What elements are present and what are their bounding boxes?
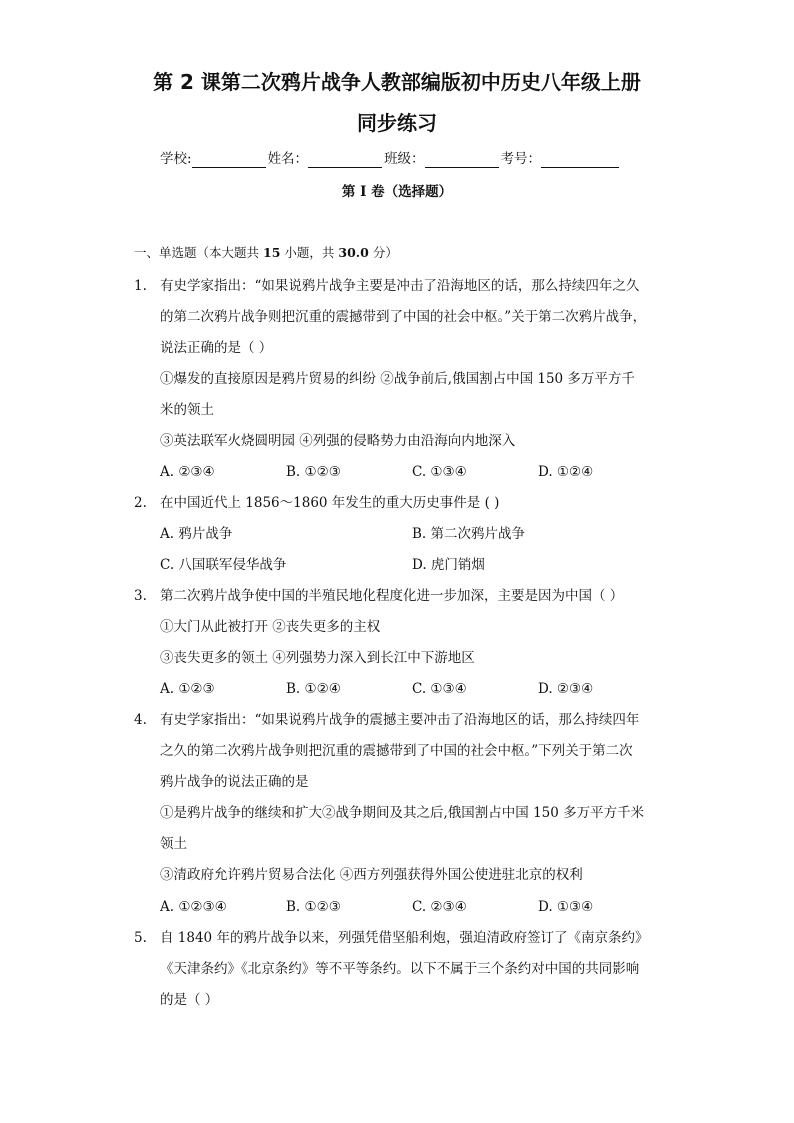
question-4-option-c[interactable]: C. ②③④ (412, 899, 467, 915)
question-1-number: 1. (134, 278, 147, 294)
section-heading (134, 244, 398, 262)
question-1-line: 的第二次鸦片战争则把沉重的震撼带到了中国的社会中枢。”关于第二次鸦片战争， (160, 309, 647, 325)
class-field (384, 150, 501, 168)
question-4-line: 之久的第二次鸦片战争则把沉重的震撼带到了中国的社会中枢。”下列关于第二次 (160, 743, 633, 759)
class-blank (425, 153, 499, 168)
class-label: 班级： (384, 151, 425, 167)
question-2-option-d[interactable]: D. 虎门销烟 (412, 557, 485, 573)
question-4-option-d[interactable]: D. ①③④ (538, 899, 594, 915)
name-field (268, 150, 385, 168)
student-info-row (160, 150, 640, 168)
question-3-line: ③丧失更多的领土 ④列强势力深入到长江中下游地区 (160, 650, 475, 666)
question-1-line: 有史学家指出：“如果说鸦片战争主要是冲击了沿海地区的话，那么持续四年之久 (160, 278, 640, 294)
question-1-option-d[interactable]: D. ①②④ (538, 464, 594, 480)
school-blank (192, 153, 266, 168)
section-suffix: 分） (372, 245, 398, 260)
question-5-line: 的是（ ） (160, 992, 219, 1008)
name-label: 姓名： (267, 151, 309, 167)
question-3-option-d[interactable]: D. ②③④ (538, 681, 594, 697)
question-1-line: ①爆发的直接原因是鸦片贸易的纠纷 ②战争前后,俄国割占中国 150 多万平方千 (160, 371, 635, 387)
question-4-option-b[interactable]: B. ①②③ (286, 899, 341, 915)
question-1-line: ③英法联军火烧圆明园 ④列强的侵略势力由沿海向内地深入 (160, 433, 516, 449)
question-2-line: 在中国近代上 1856～1860 年发生的重大历史事件是 ( ) (160, 495, 500, 511)
question-3-line: 第二次鸦片战争使中国的半殖民地化程度化进一步加深，主要是因为中国（ ） (160, 588, 624, 604)
question-1-option-c[interactable]: C. ①③④ (412, 464, 467, 480)
section-mid: 小题，共 (284, 245, 335, 260)
exam-number-blank (541, 153, 619, 168)
question-2-option-b[interactable]: B. 第二次鸦片战争 (412, 526, 526, 542)
section-count: 15 (263, 245, 281, 260)
question-5-line: 《天津条约》《北京条约》等不平等条约。以下不属于三个条约对中国的共同影响 (160, 961, 640, 977)
school-label: 学校: (160, 151, 192, 167)
question-5-line: 自 1840 年的鸦片战争以来，列强凭借坚船利炮，强迫清政府签订了《南京条约》 (160, 930, 649, 946)
name-blank (308, 153, 382, 168)
exam-number-label: 考号： (500, 151, 542, 167)
question-1-line: 米的领土 (160, 402, 214, 418)
question-1-option-a[interactable]: A. ②③④ (160, 464, 215, 480)
question-4-line: 有史学家指出：“如果说鸦片战争的震撼主要冲击了沿海地区的话，那么持续四年 (160, 712, 640, 728)
question-1-line: 说法正确的是（ ） (160, 340, 273, 356)
question-2-number: 2. (134, 495, 147, 511)
question-3-option-a[interactable]: A. ①②③ (160, 681, 215, 697)
page-title: 第 2 课第二次鸦片战争人教部编版初中历史八年级上册 (153, 70, 641, 94)
school-field (160, 150, 268, 168)
question-2-option-c[interactable]: C. 八国联军侵华战争 (160, 557, 287, 573)
question-3-line: ①大门从此被打开 ②丧失更多的主权 (160, 619, 381, 635)
question-5-number: 5. (134, 930, 147, 946)
question-4-line: 鸦片战争的说法正确的是 (160, 774, 309, 790)
question-4-line: ①是鸦片战争的继续和扩大②战争期间及其之后,俄国割占中国 150 多万平方千米 (160, 805, 645, 821)
question-4-option-a[interactable]: A. ①②③④ (160, 899, 227, 915)
page-subtitle: 同步练习 (357, 111, 437, 135)
question-1-option-b[interactable]: B. ①②③ (286, 464, 341, 480)
exam-number-field (501, 150, 622, 168)
question-3-option-c[interactable]: C. ①③④ (412, 681, 467, 697)
question-4-line: ③清政府允许鸦片贸易合法化 ④西方列强获得外国公使进驻北京的权利 (160, 867, 583, 883)
question-4-number: 4. (134, 712, 147, 728)
section-score: 30.0 (338, 245, 369, 260)
question-3-number: 3. (134, 588, 147, 604)
question-2-option-a[interactable]: A. 鸦片战争 (160, 526, 233, 542)
section-prefix: 一、单选题（本大题共 (134, 245, 260, 260)
volume-heading: 第 I 卷（选择题） (341, 184, 453, 200)
question-4-line: 领土 (160, 836, 187, 852)
question-3-option-b[interactable]: B. ①②④ (286, 681, 341, 697)
